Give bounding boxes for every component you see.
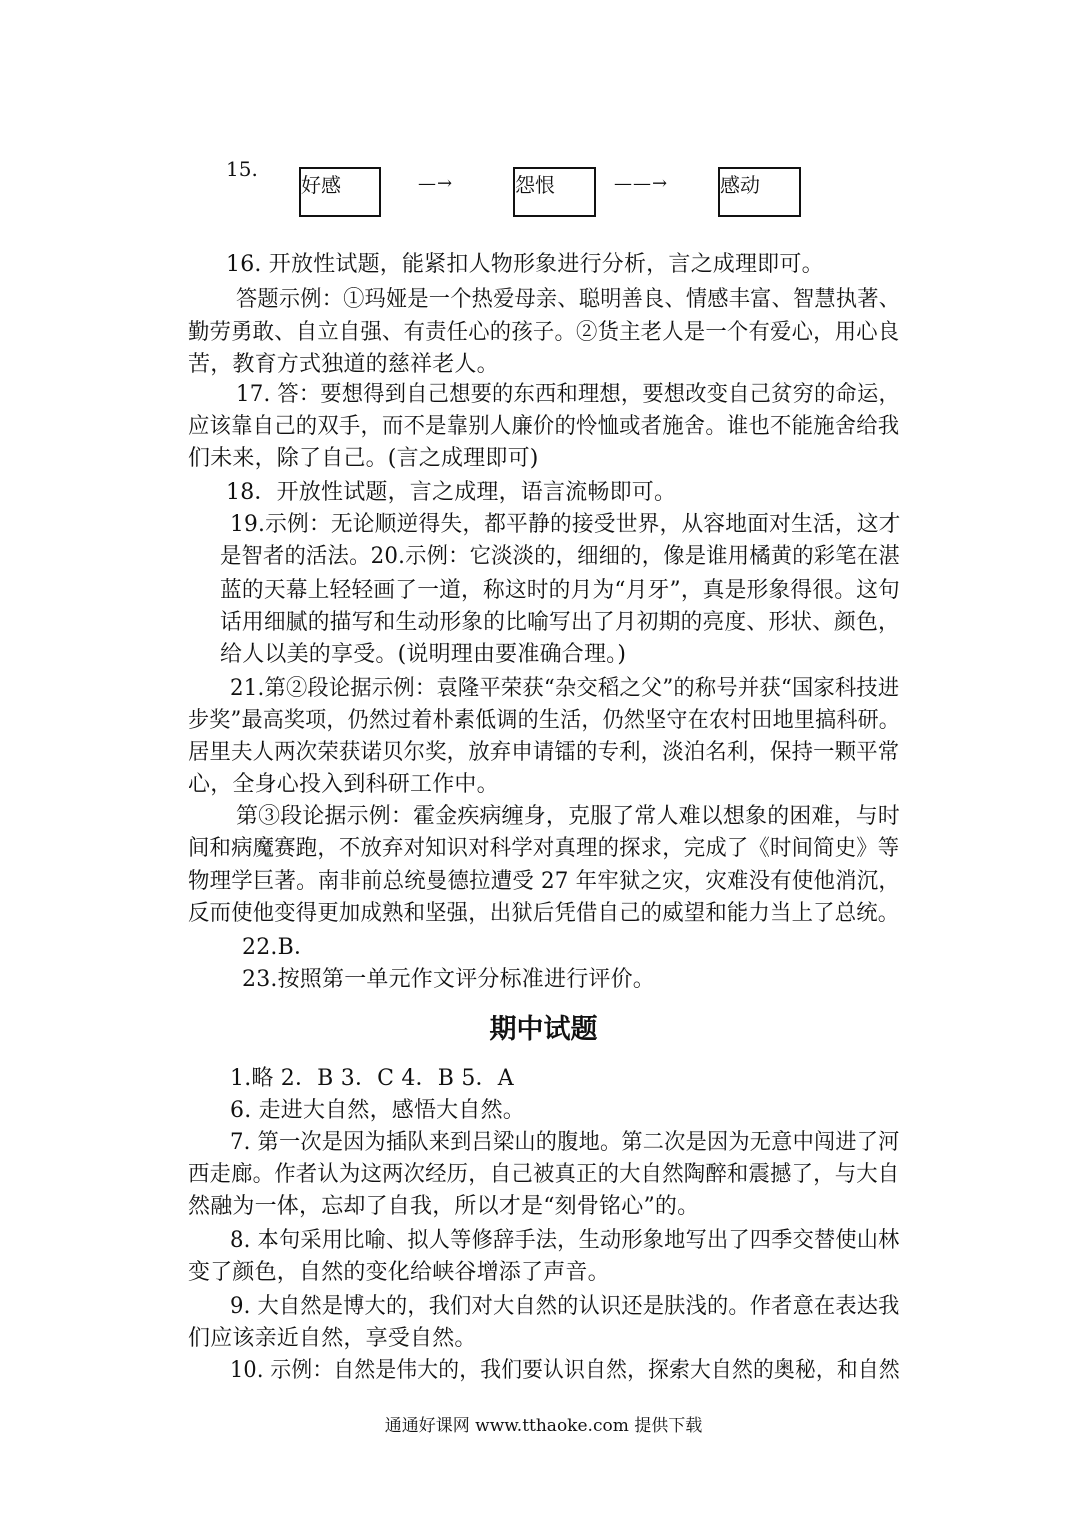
flow-arrow-2: ——→ bbox=[614, 173, 669, 194]
midterm-line: 6. 走进大自然，感悟大自然。 bbox=[230, 1098, 525, 1123]
item-15-number: 15. bbox=[226, 157, 258, 181]
answer-line: 第③段论据示例：霍金疾病缠身，克服了常人难以想象的困难，与时 bbox=[236, 804, 901, 829]
answer-line: 18．开放性试题，言之成理，语言流畅即可。 bbox=[226, 480, 677, 505]
flow-arrow-1: —→ bbox=[418, 173, 454, 194]
answer-line: 21.第②段论据示例：袁隆平荣获“杂交稻之父”的称号并获“国家科技进 bbox=[230, 676, 900, 701]
midterm-line: 变了颜色，自然的变化给峡谷增添了声音。 bbox=[188, 1260, 610, 1285]
answer-line: 是智者的活法。20.示例：它淡淡的，细细的，像是谁用橘黄的彩笔在湛 bbox=[220, 544, 900, 569]
midterm-line: 西走廊。作者认为这两次经历，自己被真正的大自然陶醉和震撼了，与大自 bbox=[188, 1162, 900, 1187]
answer-line: 居里夫人两次荣获诺贝尔奖，放弃申请镭的专利，淡泊名利，保持一颗平常 bbox=[188, 740, 900, 765]
answer-line: 苦，教育方式独道的慈祥老人。 bbox=[188, 352, 499, 377]
answer-line: 反而使他变得更加成熟和坚强，出狱后凭借自己的威望和能力当上了总统。 bbox=[188, 901, 900, 926]
answer-line: 19.示例：无论顺逆得失，都平静的接受世界，从容地面对生活，这才 bbox=[230, 512, 901, 537]
answer-line: 蓝的天幕上轻轻画了一道，称这时的月为“月牙”，真是形象得很。这句 bbox=[220, 578, 900, 603]
midterm-line: 10. 示例：自然是伟大的，我们要认识自然，探索大自然的奥秘，和自然 bbox=[230, 1358, 900, 1383]
section-heading: 期中试题 bbox=[489, 1014, 598, 1045]
answer-line: 23.按照第一单元作文评分标准进行评价。 bbox=[242, 967, 655, 992]
answer-line: 物理学巨著。南非前总统曼德拉遭受 27 年牢狱之灾，灾难没有使他消沉， bbox=[188, 869, 900, 894]
midterm-line: 8. 本句采用比喻、拟人等修辞手法，生动形象地写出了四季交替使山林 bbox=[230, 1228, 900, 1253]
flow-box-goodwill: 好感 bbox=[299, 167, 381, 217]
midterm-line: 们应该亲近自然，享受自然。 bbox=[188, 1326, 477, 1351]
midterm-line: 9. 大自然是博大的，我们对大自然的认识还是肤浅的。作者意在表达我 bbox=[230, 1294, 900, 1319]
answer-line: 答题示例：①玛娅是一个热爱母亲、聪明善良、情感丰富、智慧执著、 bbox=[236, 287, 901, 312]
page-footer: 通通好课网 www.tthaoke.com 提供下载 bbox=[384, 1416, 703, 1436]
answer-line: 22.B． bbox=[242, 935, 317, 960]
flow-box-moved: 感动 bbox=[718, 167, 801, 217]
answer-line: 17. 答：要想得到自己想要的东西和理想，要想改变自己贫穷的命运， bbox=[236, 382, 900, 407]
flow-box-resentment: 怨恨 bbox=[513, 167, 596, 217]
answer-line: 应该靠自己的双手，而不是靠别人廉价的怜恤或者施舍。谁也不能施舍给我 bbox=[188, 414, 900, 439]
answer-line: 勤劳勇敢、自立自强、有责任心的孩子。②货主老人是一个有爱心，用心良 bbox=[188, 320, 900, 345]
answer-line: 话用细腻的描写和生动形象的比喻写出了月初期的亮度、形状、颜色， bbox=[220, 610, 900, 635]
midterm-line: 然融为一体，忘却了自我，所以才是“刻骨铭心”的。 bbox=[188, 1194, 700, 1219]
answer-line: 步奖”最高奖项，仍然过着朴素低调的生活，仍然坚守在农村田地里搞科研。 bbox=[188, 708, 901, 733]
answer-line: 心，全身心投入到科研工作中。 bbox=[188, 772, 499, 797]
answer-line: 们未来，除了自己。(言之成理即可) bbox=[188, 446, 539, 471]
answer-line: 给人以美的享受。(说明理由要准确合理。) bbox=[220, 642, 627, 667]
answer-line: 间和病魔赛跑，不放弃对知识对科学对真理的探求，完成了《时间简史》等 bbox=[188, 836, 900, 861]
midterm-line: 7. 第一次是因为插队来到吕梁山的腹地。第二次是因为无意中闯进了河 bbox=[230, 1130, 900, 1155]
answer-line: 16. 开放性试题，能紧扣人物形象进行分析，言之成理即可。 bbox=[226, 252, 824, 277]
midterm-line: 1.略 2．B 3．C 4．B 5．A bbox=[230, 1066, 514, 1091]
